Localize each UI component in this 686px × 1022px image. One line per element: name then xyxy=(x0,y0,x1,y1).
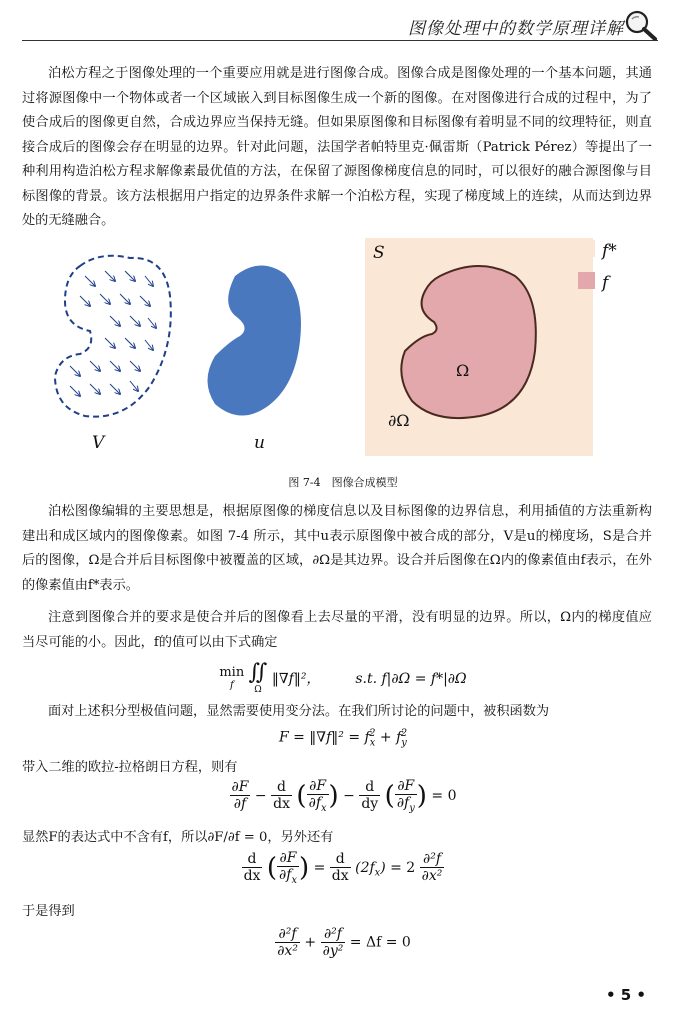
header-rule xyxy=(22,40,658,41)
equation-integrand: F = ‖∇f‖² = $f_x^2 + f_y^2$ xyxy=(278,728,408,749)
eq2-text: F = ‖∇f‖² = f xyxy=(278,729,370,746)
eq4-mid: (2f xyxy=(355,859,375,876)
figure-caption: 图 7-4 图像合成模型 xyxy=(288,476,398,489)
running-header-title: 图像处理中的数学原理详解 xyxy=(408,19,624,39)
label-S: S xyxy=(373,243,385,263)
figure-image-composition-model xyxy=(40,236,640,466)
legend-label-f-star: f* xyxy=(602,241,617,261)
eq1-constraint: s.t. f|∂Ω = f*|∂Ω xyxy=(355,671,467,687)
equation-euler-lagrange: $\frac{\partial F}{\partial f}$ − $\frac{d}{dx}$ ( $\frac{\partial F}{\partial f_x}$ ) − $\frac{d}{dy}$ ( $\frac{\partial F}{\partial f_y}$ ) = 0 xyxy=(231,778,457,814)
label-u: u xyxy=(254,433,265,453)
legend-label-f: f xyxy=(602,273,609,293)
equation-minimization xyxy=(0,662,686,696)
label-omega: Ω xyxy=(456,361,470,380)
eq3-rhs: = 0 xyxy=(431,787,457,804)
eq1-sub: f xyxy=(229,680,234,691)
paragraph-variational: 面对上述积分型极值问题，显然需要使用变分法。在我们所讨论的问题中，被积函数为 xyxy=(48,704,550,719)
gradient-field-region xyxy=(55,256,171,417)
gradient-arrows xyxy=(70,271,156,396)
paragraph-partial: 显然F的表达式中不含有f，所以∂F/∂f = 0，另外还有 xyxy=(22,830,334,845)
paragraph-smoothness: 注意到图像合并的要求是使合并后的图像看上去尽量的平滑，没有明显的边界。所以，Ω内的梯度值应当尽可能的小。因此，f的值可以由下式确定 xyxy=(22,610,652,650)
magnifier-icon xyxy=(622,6,658,42)
paragraph-euler-lagrange: 带入二维的欧拉-拉格朗日方程，则有 xyxy=(22,760,238,775)
equation-derivative: $\frac{d}{dx}$ ( $\frac{\partial F}{\partial f_x}$ ) = $\frac{d}{dx}$ $(2f_x) = 2$ $\frac{\text{∂²f}}{\text{∂x²}}$ xyxy=(243,850,443,886)
paragraph-result: 于是得到 xyxy=(22,904,75,919)
legend-swatch-f-star xyxy=(578,240,595,257)
paragraph-intro: 泊松方程之于图像处理的一个重要应用就是进行图像合成。图像合成是图像处理的一个基本问题，其通过将源图像中一个物体或者一个区域嵌入到目标图像生成一个新的图像。在对图像进行合成的过程中，为了使合成后的图像更自然，合成边界应当保持无缝。但如果原图像和目标图像有着明显不同的纹理特征，则直接合成后的图像会存在明显的边界。针对此问题，法国学者帕特里克·佩雷斯（Patrick Pérez）等提出了一种利用构造泊松方程求解像素最优值的方法，在保留了源图像梯度信息的同时，可以很好的融合源图像与目标图像的背景。该方法根据用户指定的边界条件求解一个泊松方程，实现了梯度域上的连续，从而达到边界处的无缝融合。 xyxy=(22,66,652,228)
eq5-rhs: = Δf = 0 xyxy=(349,934,411,951)
eq1-integrand: ‖∇f‖²， xyxy=(271,671,321,687)
eq1-domain: Ω xyxy=(254,685,262,695)
equation-laplace: $\frac{\text{∂²f}}{\text{∂x²}}$ + $\frac{\text{∂²f}}{\text{∂y²}}$ = Δf = 0 xyxy=(277,926,411,959)
eq4-rhs: = 2 xyxy=(390,859,416,876)
eq1-integral: ∬ xyxy=(248,660,268,685)
label-boundary: ∂Ω xyxy=(388,411,410,430)
eq1-min: min xyxy=(219,665,245,680)
label-V: V xyxy=(92,433,105,453)
source-region-u xyxy=(208,265,302,415)
paragraph-poisson-editing: 泊松图像编辑的主要思想是，根据原图像的梯度信息以及目标图像的边界信息，利用插值的方法重新构建出和成区域内的图像像素。如图 7-4 所示，其中u表示原图像中被合成的部分，V是u的梯度场，S是合并后的图像，Ω是合并后目标图像中被覆盖的区域，∂Ω是其边界。设合并后图像在Ω内的像素值由f表示，在外的像素值由f*表示。 xyxy=(22,504,652,593)
legend-swatch-f xyxy=(578,272,595,289)
page-number: • 5 • xyxy=(605,986,646,1004)
